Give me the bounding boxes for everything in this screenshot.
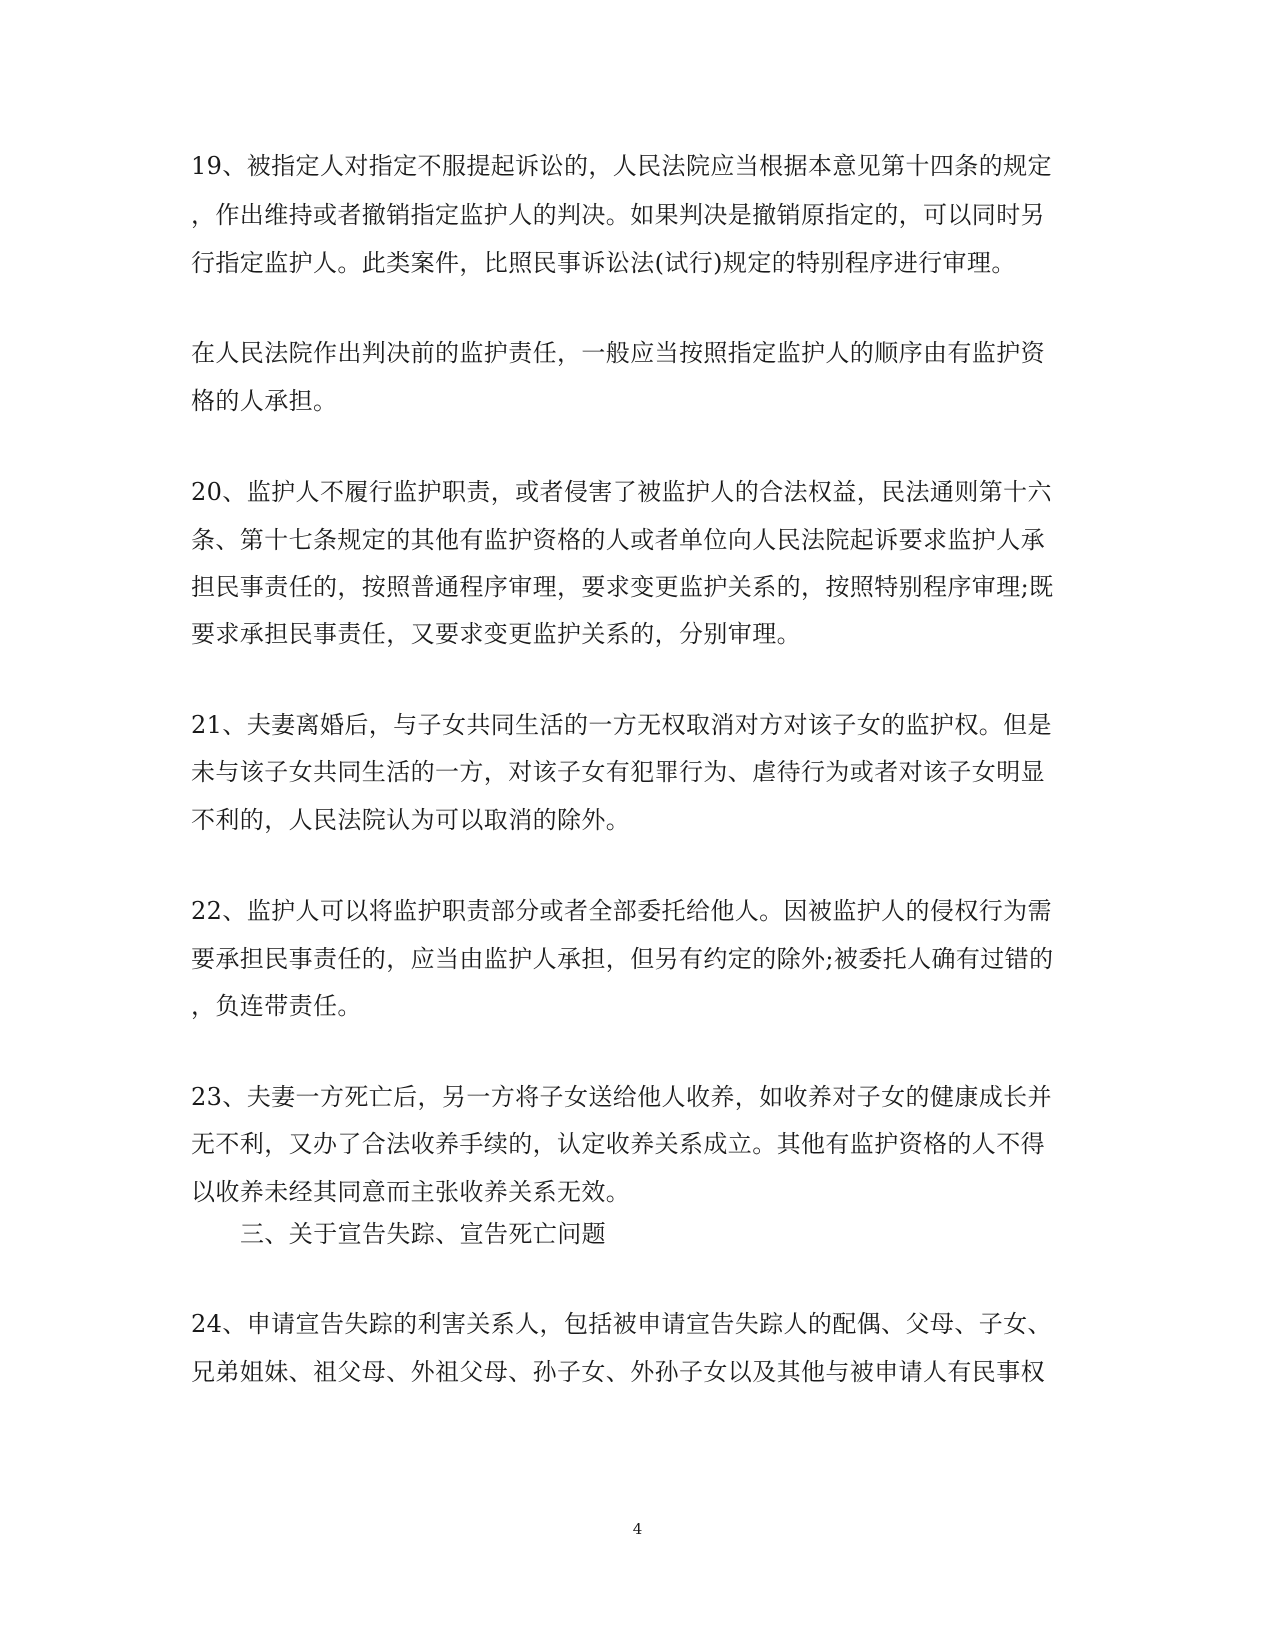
- page-number: 4: [632, 1520, 643, 1538]
- paragraph-20-line-4: 要求承担民事责任，又要求变更监护关系的，分别审理。: [191, 620, 801, 648]
- paragraph-23-line-1: 23、夫妻一方死亡后，另一方将子女送给他人收养，如收养对子女的健康成长并: [191, 1083, 1052, 1111]
- paragraph-19-line-1: 19、被指定人对指定不服提起诉讼的，人民法院应当根据本意见第十四条的规定: [191, 152, 1052, 180]
- paragraph-20-line-2: 条、第十七条规定的其他有监护资格的人或者单位向人民法院起诉要求监护人承: [191, 526, 1045, 554]
- paragraph-20-line-3: 担民事责任的，按照普通程序审理，要求变更监护关系的，按照特别程序审理;既: [191, 573, 1054, 601]
- paragraph-24-line-2: 兄弟姐妹、祖父母、外祖父母、孙子女、外孙子女以及其他与被申请人有民事权: [191, 1358, 1045, 1386]
- paragraph-23-line-2: 无不利，又办了合法收养手续的，认定收养关系成立。其他有监护资格的人不得: [191, 1130, 1045, 1158]
- paragraph-19-line-2: ，作出维持或者撤销指定监护人的判决。如果判决是撤销原指定的，可以同时另: [191, 201, 1045, 229]
- paragraph-21-line-3: 不利的，人民法院认为可以取消的除外。: [191, 806, 631, 834]
- paragraph-19-line-3: 行指定监护人。此类案件，比照民事诉讼法(试行)规定的特别程序进行审理。: [191, 249, 1016, 277]
- paragraph-22-line-1: 22、监护人可以将监护职责部分或者全部委托给他人。因被监护人的侵权行为需: [191, 897, 1052, 925]
- paragraph-19b-line-1: 在人民法院作出判决前的监护责任，一般应当按照指定监护人的顺序由有监护资: [191, 339, 1045, 367]
- paragraph-23-line-3: 以收养未经其同意而主张收养关系无效。: [191, 1178, 631, 1206]
- paragraph-19b-line-2: 格的人承担。: [191, 387, 338, 415]
- paragraph-21-line-1: 21、夫妻离婚后，与子女共同生活的一方无权取消对方对该子女的监护权。但是: [191, 711, 1052, 739]
- paragraph-20-line-1: 20、监护人不履行监护职责，或者侵害了被监护人的合法权益，民法通则第十六: [191, 478, 1052, 506]
- paragraph-21-line-2: 未与该子女共同生活的一方，对该子女有犯罪行为、虐待行为或者对该子女明显: [191, 758, 1045, 786]
- section-heading: 三、关于宣告失踪、宣告死亡问题: [240, 1220, 606, 1248]
- paragraph-24-line-1: 24、申请宣告失踪的利害关系人，包括被申请宣告失踪人的配偶、父母、子女、: [191, 1310, 1052, 1338]
- paragraph-22-line-2: 要承担民事责任的，应当由监护人承担，但另有约定的除外;被委托人确有过错的: [191, 945, 1054, 973]
- paragraph-22-line-3: ，负连带责任。: [191, 992, 362, 1020]
